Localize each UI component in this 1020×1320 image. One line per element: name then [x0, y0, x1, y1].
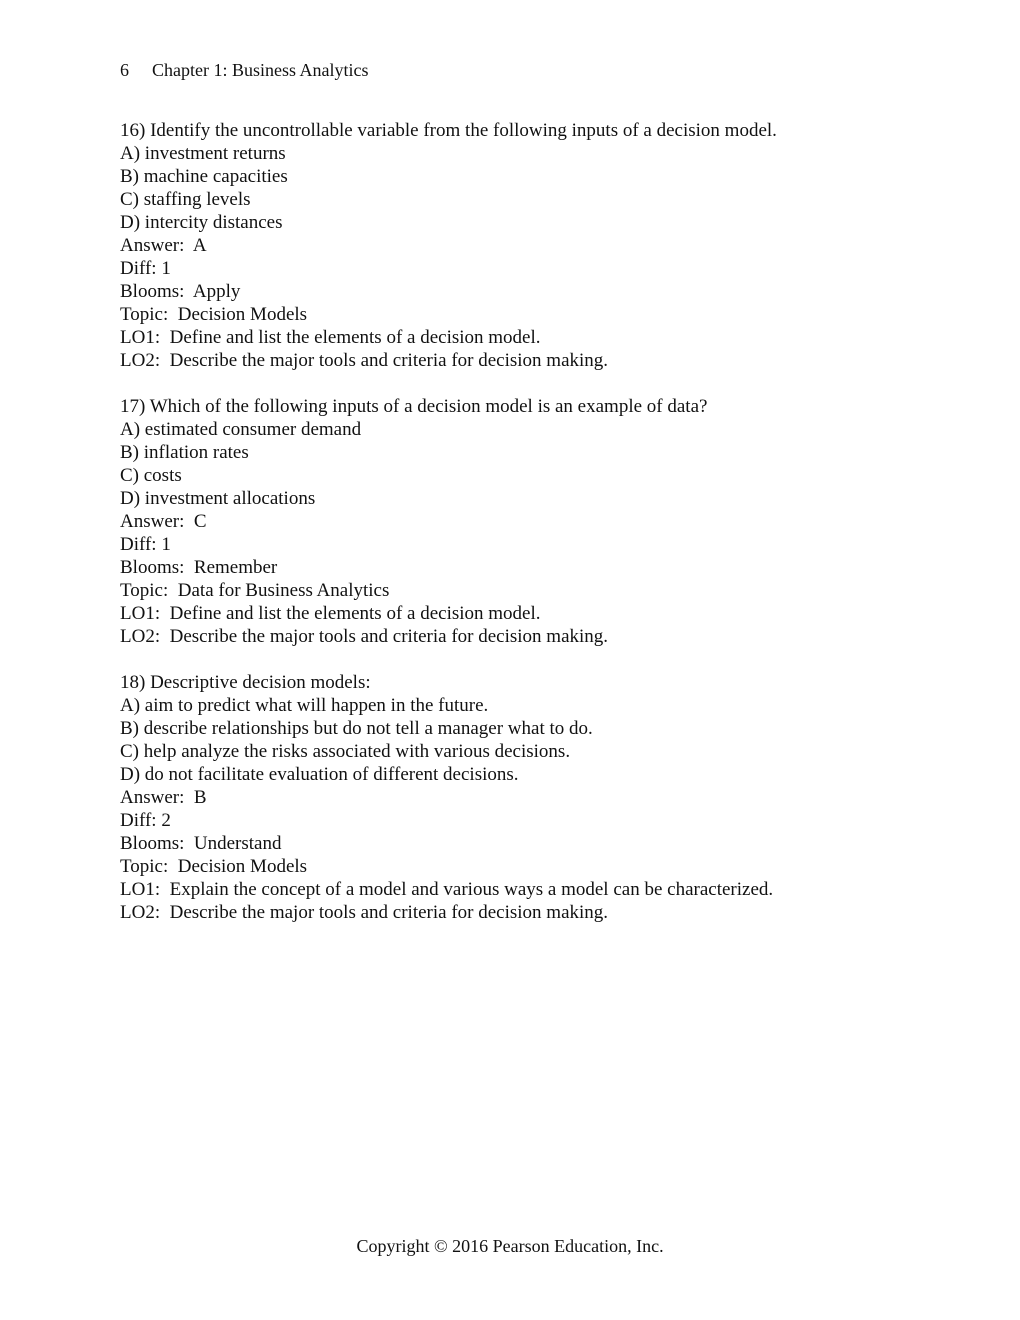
option-a: A) estimated consumer demand	[120, 419, 362, 440]
answer: Answer: C	[120, 511, 207, 532]
blooms: Blooms: Remember	[120, 557, 278, 578]
page-number: 6	[120, 60, 129, 80]
learning-objective-1: LO1: Define and list the elements of a decision model.	[120, 603, 541, 624]
blooms: Blooms: Understand	[120, 833, 282, 854]
topic: Topic: Data for Business Analytics	[120, 580, 390, 601]
page-header	[120, 58, 368, 82]
option-b: B) inflation rates	[120, 442, 249, 463]
chapter-title: Chapter 1: Business Analytics	[152, 60, 369, 80]
difficulty: Diff: 1	[120, 534, 171, 555]
question-list	[120, 119, 960, 947]
topic: Topic: Decision Models	[120, 304, 308, 325]
question-stem: 18) Descriptive decision models:	[120, 672, 371, 693]
answer: Answer: A	[120, 235, 207, 256]
learning-objective-1: LO1: Define and list the elements of a decision model.	[120, 327, 541, 348]
difficulty: Diff: 1	[120, 258, 171, 279]
learning-objective-1: LO1: Explain the concept of a model and various ways a model can be characterized.	[120, 879, 774, 900]
blooms: Blooms: Apply	[120, 281, 241, 302]
learning-objective-2: LO2: Describe the major tools and criteria for decision making.	[120, 626, 609, 647]
question-16	[120, 119, 960, 372]
question-18	[120, 671, 960, 924]
option-d: D) investment allocations	[120, 488, 316, 509]
question-17	[120, 395, 960, 648]
option-c: C) costs	[120, 465, 182, 486]
option-b: B) describe relationships but do not tell a manager what to do.	[120, 718, 593, 739]
option-c: C) staffing levels	[120, 189, 251, 210]
question-stem: 16) Identify the uncontrollable variable from the following inputs of a decision model.	[120, 120, 777, 141]
difficulty: Diff: 2	[120, 810, 171, 831]
option-b: B) machine capacities	[120, 166, 288, 187]
learning-objective-2: LO2: Describe the major tools and criteria for decision making.	[120, 902, 609, 923]
topic: Topic: Decision Models	[120, 856, 308, 877]
learning-objective-2: LO2: Describe the major tools and criteria for decision making.	[120, 350, 609, 371]
option-a: A) aim to predict what will happen in the future.	[120, 695, 489, 716]
option-d: D) intercity distances	[120, 212, 283, 233]
option-d: D) do not facilitate evaluation of different decisions.	[120, 764, 519, 785]
question-stem: 17) Which of the following inputs of a decision model is an example of data?	[120, 396, 708, 417]
option-a: A) investment returns	[120, 143, 286, 164]
answer: Answer: B	[120, 787, 207, 808]
copyright-footer: Copyright © 2016 Pearson Education, Inc.	[356, 1236, 664, 1256]
option-c: C) help analyze the risks associated with various decisions.	[120, 741, 571, 762]
